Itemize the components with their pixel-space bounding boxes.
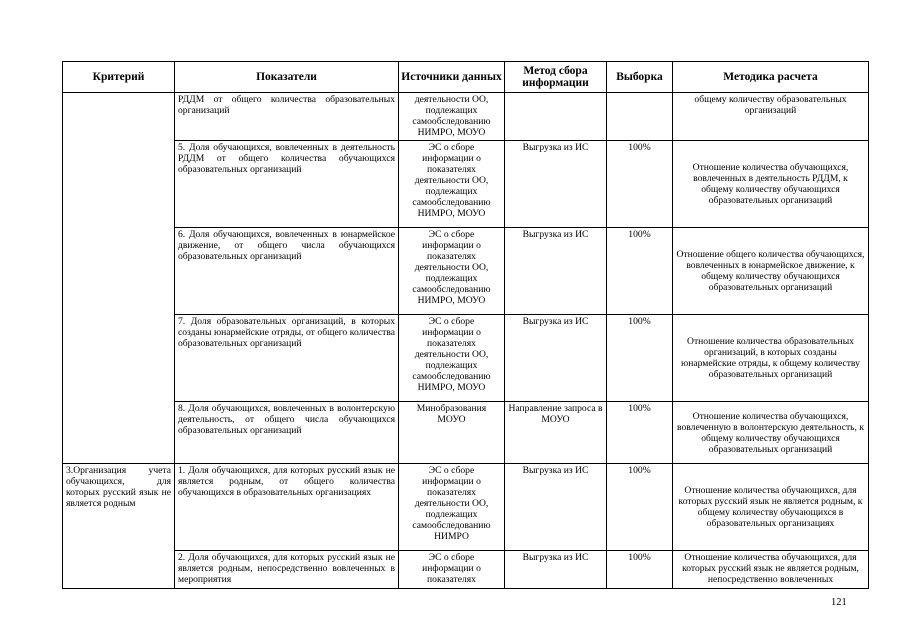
method-cell: Выгрузка из ИС	[505, 228, 607, 315]
table-row	[63, 551, 869, 589]
method-cell: Направление запроса в МОУО	[505, 402, 607, 464]
method-cell: Выгрузка из ИС	[505, 315, 607, 402]
table-row	[63, 402, 869, 464]
source-cell: ЭС о сборе информации о показателях деятельности ОО, подлежащих самообследованию НИМРО, МОУО	[399, 228, 505, 315]
source-cell: ЭС о сборе информации о показателях деятельности ОО, подлежащих самообследованию НИМРО	[399, 464, 505, 551]
method-cell	[505, 93, 607, 141]
page-number: 121	[831, 597, 847, 608]
calc-cell: Отношение количества обучающихся, вовлеченную в волонтерскую деятельность, к общему количеству обучающихся образовательных организаций	[673, 402, 869, 464]
calc-cell: Отношение количества обучающихся, вовлеченных в деятельность РДДМ, к общему количеству обучающихся образовательных организаций	[673, 141, 869, 228]
header-sources: Источники данных	[399, 62, 505, 93]
source-cell: Минобразования МОУО	[399, 402, 505, 464]
method-cell: Выгрузка из ИС	[505, 141, 607, 228]
header-method: Метод сбора информации	[505, 62, 607, 93]
source-cell: ЭС о сборе информации о показателях деятельности ОО, подлежащих самообследованию НИМРО, МОУО	[399, 141, 505, 228]
indicator-cell: 5. Доля обучающихся, вовлеченных в деятельность РДДМ от общего количества обучающихся образовательных организаций	[175, 141, 399, 228]
indicator-cell: 7. Доля образовательных организаций, в которых созданы юнармейские отряды, от общего количества образовательных организаций	[175, 315, 399, 402]
indicator-cell: 6. Доля обучающихся, вовлеченных в юнармейское движение, от общего числа обучающихся образовательных организаций	[175, 228, 399, 315]
table-row	[63, 141, 869, 228]
calc-cell: Отношение количества обучающихся, для которых русский язык не является родным, непосредственно вовлеченных	[673, 551, 869, 589]
table-row	[63, 464, 869, 551]
sample-cell	[607, 93, 673, 141]
calc-cell: Отношение количества обучающихся, для которых русский язык не является родным, к общему количеству обучающихся в образовательных организациях	[673, 464, 869, 551]
source-cell: деятельности ОО, подлежащих самообследованию НИМРО, МОУО	[399, 93, 505, 141]
indicator-cell: РДДМ от общего количества образовательных организаций	[175, 93, 399, 141]
header-criterion: Критерий	[63, 62, 175, 93]
calc-cell: Отношение количества образовательных организаций, в которых созданы юнармейские отряды, к общему количеству образовательных организаций	[673, 315, 869, 402]
calc-cell: Отношение общего количества обучающихся, вовлеченных в юнармейское движение, к общему количеству обучающихся образовательных организаций	[673, 228, 869, 315]
criterion-cell	[63, 93, 175, 464]
source-cell: ЭС о сборе информации о показателях	[399, 551, 505, 589]
document-table	[62, 61, 869, 589]
sample-cell: 100%	[607, 141, 673, 228]
indicator-cell: 8. Доля обучающихся, вовлеченных в волонтерскую деятельность, от общего числа обучающихся образовательных организаций	[175, 402, 399, 464]
method-cell: Выгрузка из ИС	[505, 464, 607, 551]
sample-cell: 100%	[607, 464, 673, 551]
sample-cell: 100%	[607, 315, 673, 402]
method-cell: Выгрузка из ИС	[505, 551, 607, 589]
table-row	[63, 315, 869, 402]
sample-cell: 100%	[607, 228, 673, 315]
header-indicators: Показатели	[175, 62, 399, 93]
indicator-cell: 1. Доля обучающихся, для которых русский язык не является родным, от общего количества обучающихся в образовательных организациях	[175, 464, 399, 551]
sample-cell: 100%	[607, 402, 673, 464]
table-row	[63, 93, 869, 141]
calc-cell: общему количеству образовательных организаций	[673, 93, 869, 141]
source-cell: ЭС о сборе информации о показателях деятельности ОО, подлежащих самообследованию НИМРО, МОУО	[399, 315, 505, 402]
table-header-row	[63, 62, 869, 93]
sample-cell: 100%	[607, 551, 673, 589]
header-sample: Выборка	[607, 62, 673, 93]
indicator-cell: 2. Доля обучающихся, для которых русский язык не является родным, непосредственно вовлеченных в мероприятия	[175, 551, 399, 589]
criterion-cell: 3.Организация учета обучающихся, для которых русский язык не является родным	[63, 464, 175, 589]
table-row	[63, 228, 869, 315]
header-calc: Методика расчета	[673, 62, 869, 93]
